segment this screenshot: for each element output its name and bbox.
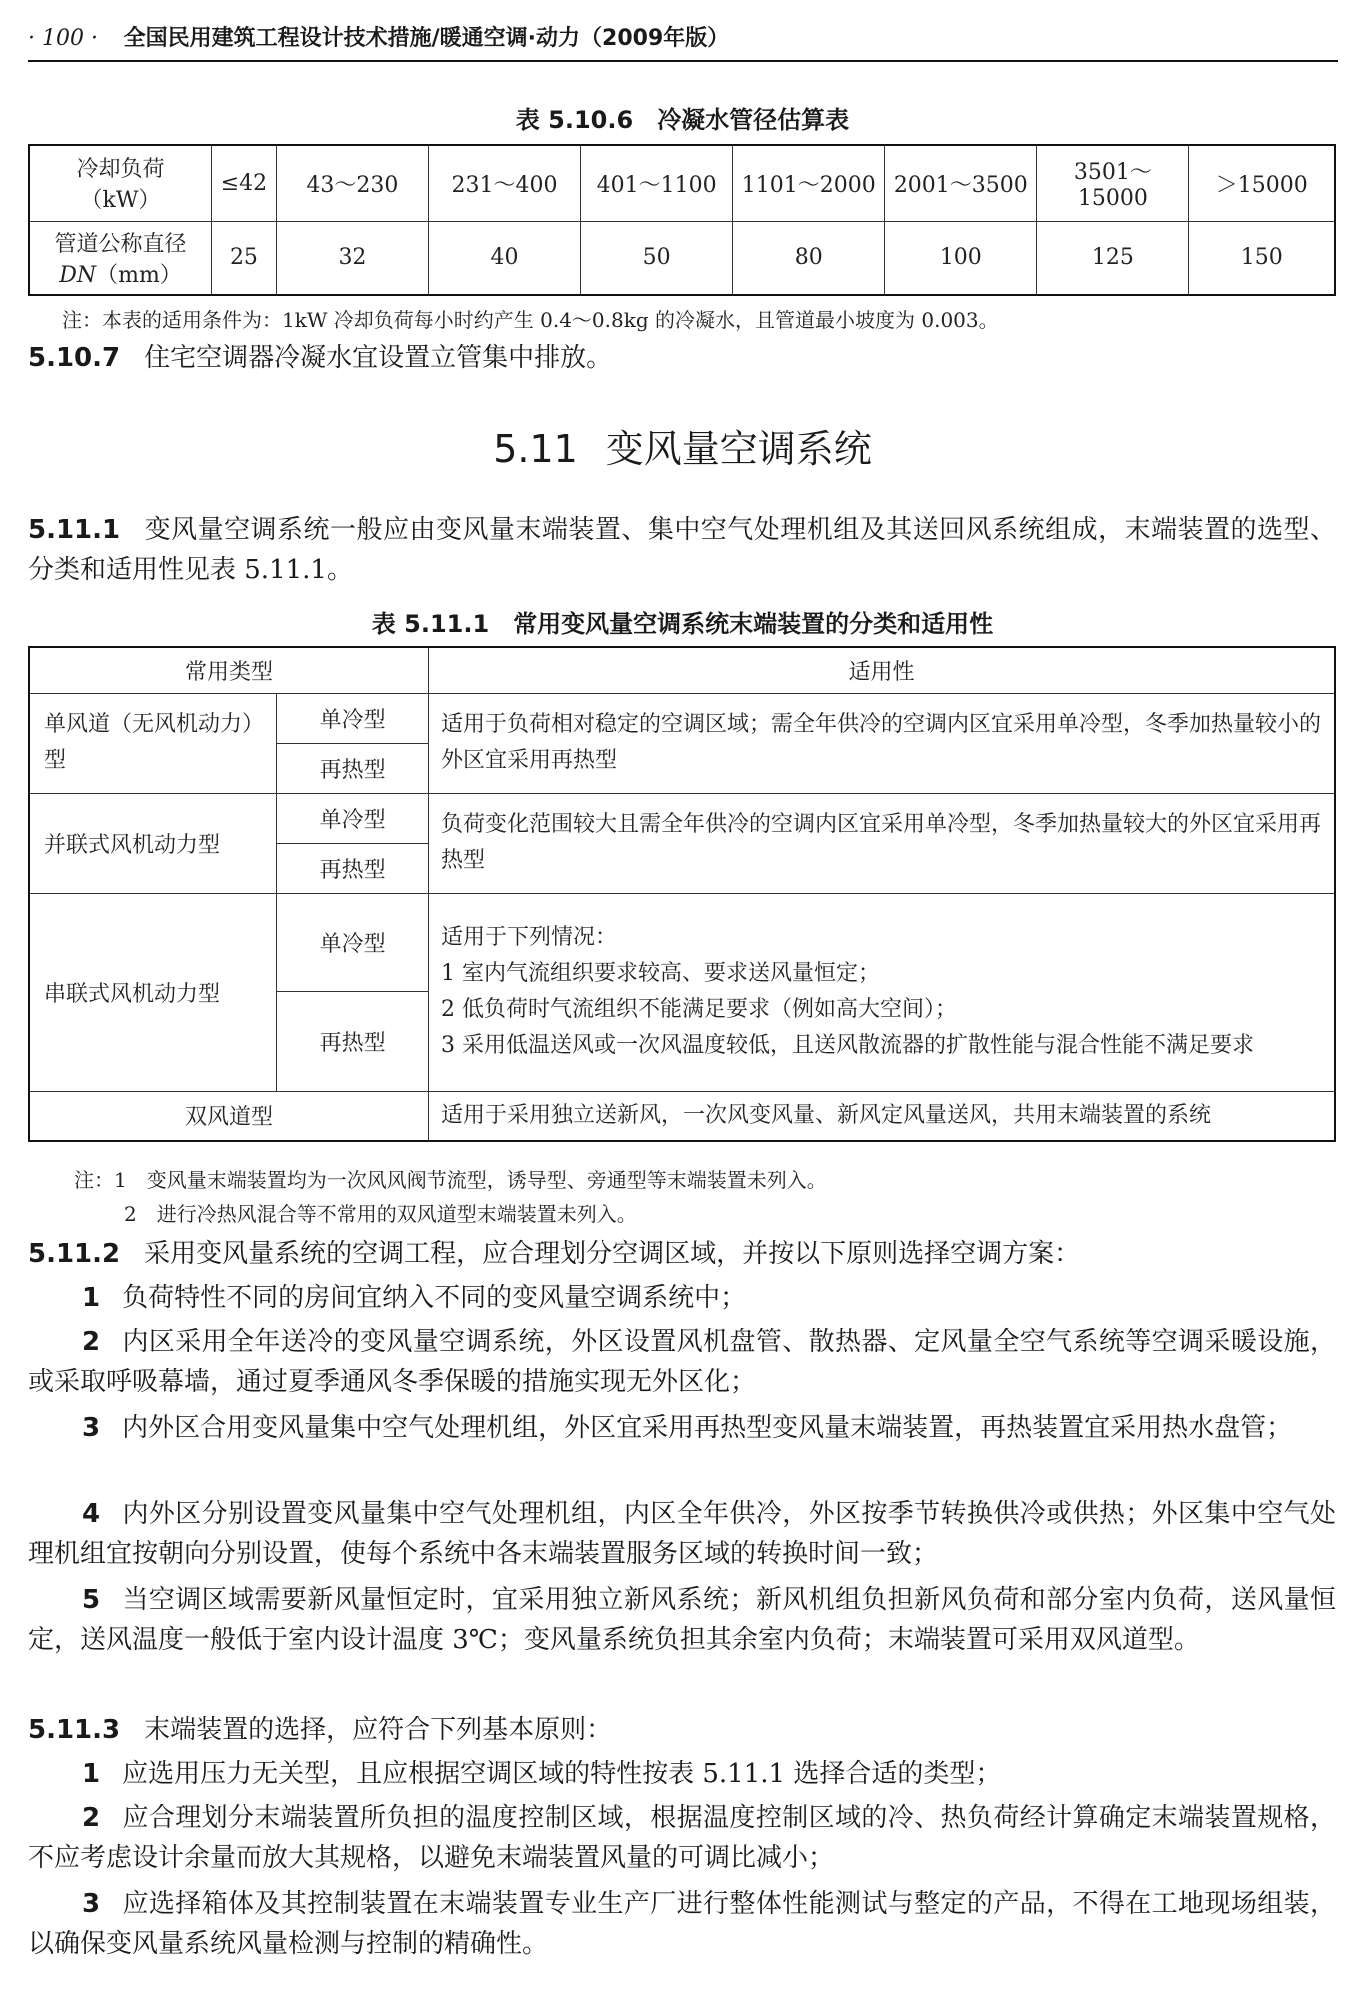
table-cell: 125 <box>1037 221 1189 295</box>
clause-5-11-3 <box>28 1710 1336 1750</box>
table-cell: ＞15000 <box>1189 145 1335 221</box>
applicability-cell: 适用于采用独立送新风，一次风变风量、新风定风量送风，共用末端装置的系统 <box>428 1091 1335 1141</box>
vav-terminal-table <box>28 646 1336 1142</box>
table-note: 注：本表的适用条件为：1kW 冷却负荷每小时约产生 0.4～0.8kg 的冷凝水，且管道最小坡度为 0.003。 <box>62 308 999 332</box>
table-cell: 2001～3500 <box>885 145 1037 221</box>
clause-text: 住宅空调器冷凝水宜设置立管集中排放。 <box>144 343 613 373</box>
table-row <box>29 1091 1335 1141</box>
table-row <box>29 221 1335 295</box>
clause-number: 5.10.7 <box>28 343 121 373</box>
applicability-line: 1 室内气流组织要求较高、要求送风量恒定； <box>440 961 880 986</box>
page-number: · 100 · <box>28 26 98 51</box>
table-caption <box>0 100 1365 135</box>
applicability-line: 3 采用低温送风或一次风温度较低，且送风散流器的扩散性能与混合性能不满足要求 <box>440 1033 1254 1058</box>
type-dual-duct: 双风道型 <box>29 1091 428 1141</box>
list-item: 4 内外区分别设置变风量集中空气处理机组，内区全年供冷，外区按季节转换供冷或供热；外区集中空气处理机组宜按朝向分别设置，使每个系统中各末端装置服务区域的转换时间一致； <box>28 1499 1336 1569</box>
subtype-cooling-only: 单冷型 <box>277 693 429 743</box>
table-cell: 25 <box>212 221 277 295</box>
list-item: 2 内区采用全年送冷的变风量空调系统，外区设置风机盘管、散热器、定风量全空气系统等空调采暖设施，或采取呼吸幕墙，通过夏季通风冬季保暖的措施实现无外区化； <box>28 1327 1336 1397</box>
clause-text: 采用变风量系统的空调工程，应合理划分空调区域，并按以下原则选择空调方案： <box>144 1239 1081 1269</box>
table-cell: 3501～15000 <box>1037 145 1189 221</box>
table-cell: 1101～2000 <box>733 145 885 221</box>
section-heading: 变风量空调系统 <box>605 427 872 471</box>
table-row <box>29 893 1335 991</box>
table-row <box>29 793 1335 843</box>
applicability-line: 适用于下列情况： <box>440 925 617 950</box>
table-cell: ≤42 <box>212 145 277 221</box>
table-cell: 150 <box>1189 221 1335 295</box>
subtype-cooling-only: 单冷型 <box>277 793 429 843</box>
table-cell: 401～1100 <box>581 145 733 221</box>
subtype-reheat: 再热型 <box>277 743 429 793</box>
table-note-2: 2 进行冷热风混合等不常用的双风道型末端装置未列入。 <box>124 1202 637 1226</box>
table-row <box>29 145 1335 221</box>
clause-5-11-2 <box>28 1234 1336 1274</box>
clause-text: 变风量空调系统一般应由变风量末端装置、集中空气处理机组及其送回风系统组成，末端装置的选型、分类和适用性见表 5.11.1。 <box>28 515 1336 585</box>
subtype-reheat: 再热型 <box>277 843 429 893</box>
table-cell: 80 <box>733 221 885 295</box>
table-cell: 100 <box>885 221 1037 295</box>
header-type: 常用类型 <box>29 647 428 693</box>
table-cell: 32 <box>276 221 428 295</box>
clause-number: 5.11.1 <box>28 515 121 545</box>
applicability-cell: 适用于负荷相对稳定的空调区域；需全年供冷的空调内区宜采用单冷型，冬季加热量较小的外区宜采用再热型 <box>428 693 1335 793</box>
applicability-cell <box>428 893 1335 1091</box>
row-header-diameter: 管道公称直径 DN（mm） <box>29 221 212 295</box>
clause-5-11-1 <box>28 510 1336 590</box>
clause-number: 5.11.3 <box>28 1715 121 1745</box>
table-caption <box>0 604 1365 639</box>
section-number: 5.11 <box>493 427 578 471</box>
list-item: 1 负荷特性不同的房间宜纳入不同的变风量空调系统中； <box>82 1283 747 1313</box>
row-header-load: 冷却负荷 （kW） <box>29 145 212 221</box>
list-item: 3 内外区合用变风量集中空气处理机组，外区宜采用再热型变风量末端装置，再热装置宜采用热水盘管； <box>82 1413 1293 1443</box>
list-item: 5 当空调区域需要新风量恒定时，宜采用独立新风系统；新风机组负担新风负荷和部分室内负荷，送风量恒定，送风温度一般低于室内设计温度 3℃；变风量系统负担其余室内负荷；末端装置可采用双风道型。 <box>28 1585 1336 1655</box>
applicability-cell: 负荷变化范围较大且需全年供冷的空调内区宜采用单冷型，冬季加热量较大的外区宜采用再热型 <box>428 793 1335 893</box>
condensate-pipe-table <box>28 144 1336 296</box>
subtype-cooling-only: 单冷型 <box>277 893 429 991</box>
type-single-duct: 单风道（无风机动力）型 <box>29 693 277 793</box>
running-header <box>28 22 1338 62</box>
table-caption-number: 表 5.10.6 <box>515 106 634 134</box>
table-caption-title: 冷凝水管径估算表 <box>657 106 850 134</box>
header-applicability: 适用性 <box>428 647 1335 693</box>
subtype-reheat: 再热型 <box>277 991 429 1091</box>
table-header-row <box>29 647 1335 693</box>
table-cell: 231～400 <box>428 145 580 221</box>
list-item: 2 应合理划分末端装置所负担的温度控制区域，根据温度控制区域的冷、热负荷经计算确定末端装置规格，不应考虑设计余量而放大其规格，以避免末端装置风量的可调比减小； <box>28 1803 1336 1873</box>
table-caption-number: 表 5.11.1 <box>371 610 490 638</box>
table-cell: 43～230 <box>276 145 428 221</box>
clause-number: 5.11.2 <box>28 1239 121 1269</box>
table-row <box>29 693 1335 743</box>
table-note-1: 注：1 变风量末端装置均为一次风风阀节流型，诱导型、旁通型等末端装置未列入。 <box>74 1168 827 1192</box>
book-title: 全国民用建筑工程设计技术措施/暖通空调·动力（2009年版） <box>123 26 730 51</box>
table-cell: 50 <box>581 221 733 295</box>
clause-5-10-7 <box>28 338 1336 378</box>
table-caption-title: 常用变风量空调系统末端装置的分类和适用性 <box>513 610 994 638</box>
type-parallel-fan: 并联式风机动力型 <box>29 793 277 893</box>
applicability-line: 2 低负荷时气流组织不能满足要求（例如高大空间）； <box>440 997 957 1022</box>
table-cell: 40 <box>428 221 580 295</box>
section-title <box>0 418 1365 473</box>
clause-text: 末端装置的选择，应符合下列基本原则： <box>144 1715 613 1745</box>
list-item: 3 应选择箱体及其控制装置在末端装置专业生产厂进行整体性能测试与整定的产品，不得在工地现场组装，以确保变风量系统风量检测与控制的精确性。 <box>28 1889 1336 1959</box>
type-series-fan: 串联式风机动力型 <box>29 893 277 1091</box>
list-item: 1 应选用压力无关型，且应根据空调区域的特性按表 5.11.1 选择合适的类型； <box>82 1759 1002 1789</box>
